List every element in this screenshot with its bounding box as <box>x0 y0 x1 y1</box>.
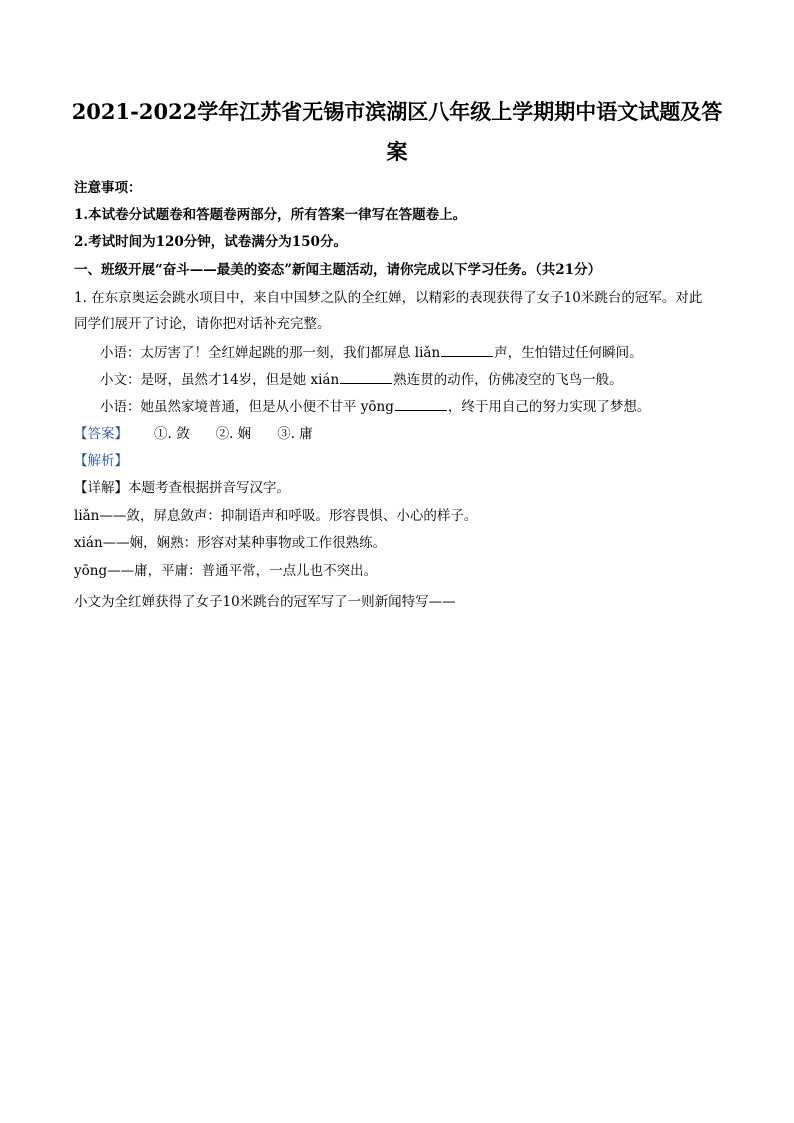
answer-item-2: ②. 娴 <box>215 426 252 442</box>
analysis-line-3: yōng——庸，平庸：普通平常，一点儿也不突出。 <box>74 563 378 579</box>
title-line-2: 案 <box>386 139 408 164</box>
analysis-detail-label: 【详解】 <box>74 480 128 496</box>
analysis-detail-line <box>74 478 290 498</box>
analysis-line-1: liǎn——敛，屏息敛声：抑制语声和呼吸。形容畏惧、小心的样子。 <box>74 508 478 524</box>
dialogue-1-text-before: 小语：太厉害了！全红婵起跳的那一刻，我们都屏息 liǎn <box>100 345 441 361</box>
dialogue-1-text-after: 声，生怕错过任何瞬间。 <box>494 345 643 361</box>
question-1-stem-line-2: 同学们展开了讨论，请你把对话补充完整。 <box>74 316 331 332</box>
dialogue-3-text-after: ，终于用自己的努力实现了梦想。 <box>447 399 651 415</box>
blank-2[interactable] <box>340 369 392 384</box>
dialogue-line-2 <box>100 369 623 390</box>
answer-label: 【答案】 <box>74 426 128 442</box>
section-1-heading: 一、班级开展“奋斗——最美的姿态”新闻主题活动，请你完成以下学习任务。（共21分） <box>74 262 602 278</box>
question-1-stem-line-1: 1. 在东京奥运会跳水项目中，来自中国梦之队的全红婵，以精彩的表现获得了女子10米跳台的冠军。对此 <box>74 290 703 306</box>
notice-heading: 注意事项： <box>74 180 142 196</box>
dialogue-line-3 <box>100 396 650 417</box>
answer-item-3: ③. 庸 <box>277 426 313 442</box>
blank-3[interactable] <box>395 396 447 411</box>
blank-1[interactable] <box>441 342 493 357</box>
analysis-detail-text: 本题考查根据拼音写汉字。 <box>128 480 290 496</box>
question-2-stem: 小文为全红婵获得了女子10米跳台的冠军写了一则新闻特写—— <box>74 594 456 610</box>
answer-item-1: ①. 敛 <box>154 426 190 442</box>
analysis-line-2: xián——娴，娴熟：形容对某种事物或工作很熟练。 <box>74 535 387 551</box>
dialogue-line-1 <box>100 342 643 363</box>
notice-item-2: 2.考试时间为120分钟，试卷满分为150分。 <box>74 234 347 250</box>
notice-item-1: 1.本试卷分试题卷和答题卷两部分，所有答案一律写在答题卷上。 <box>74 207 467 223</box>
dialogue-2-text-before: 小文：是呀，虽然才14岁，但是她 xián <box>100 372 340 388</box>
dialogue-2-text-after: 熟连贯的动作，仿佛凌空的飞鸟一般。 <box>393 372 623 388</box>
document-title <box>60 92 734 172</box>
answer-line <box>74 424 313 444</box>
dialogue-3-text-before: 小语：她虽然家境普通，但是从小便不甘平 yōng <box>100 399 394 415</box>
title-line-1: 2021-2022学年江苏省无锡市滨湖区八年级上学期期中语文试题及答 <box>71 99 723 124</box>
analysis-label: 【解析】 <box>74 453 128 469</box>
